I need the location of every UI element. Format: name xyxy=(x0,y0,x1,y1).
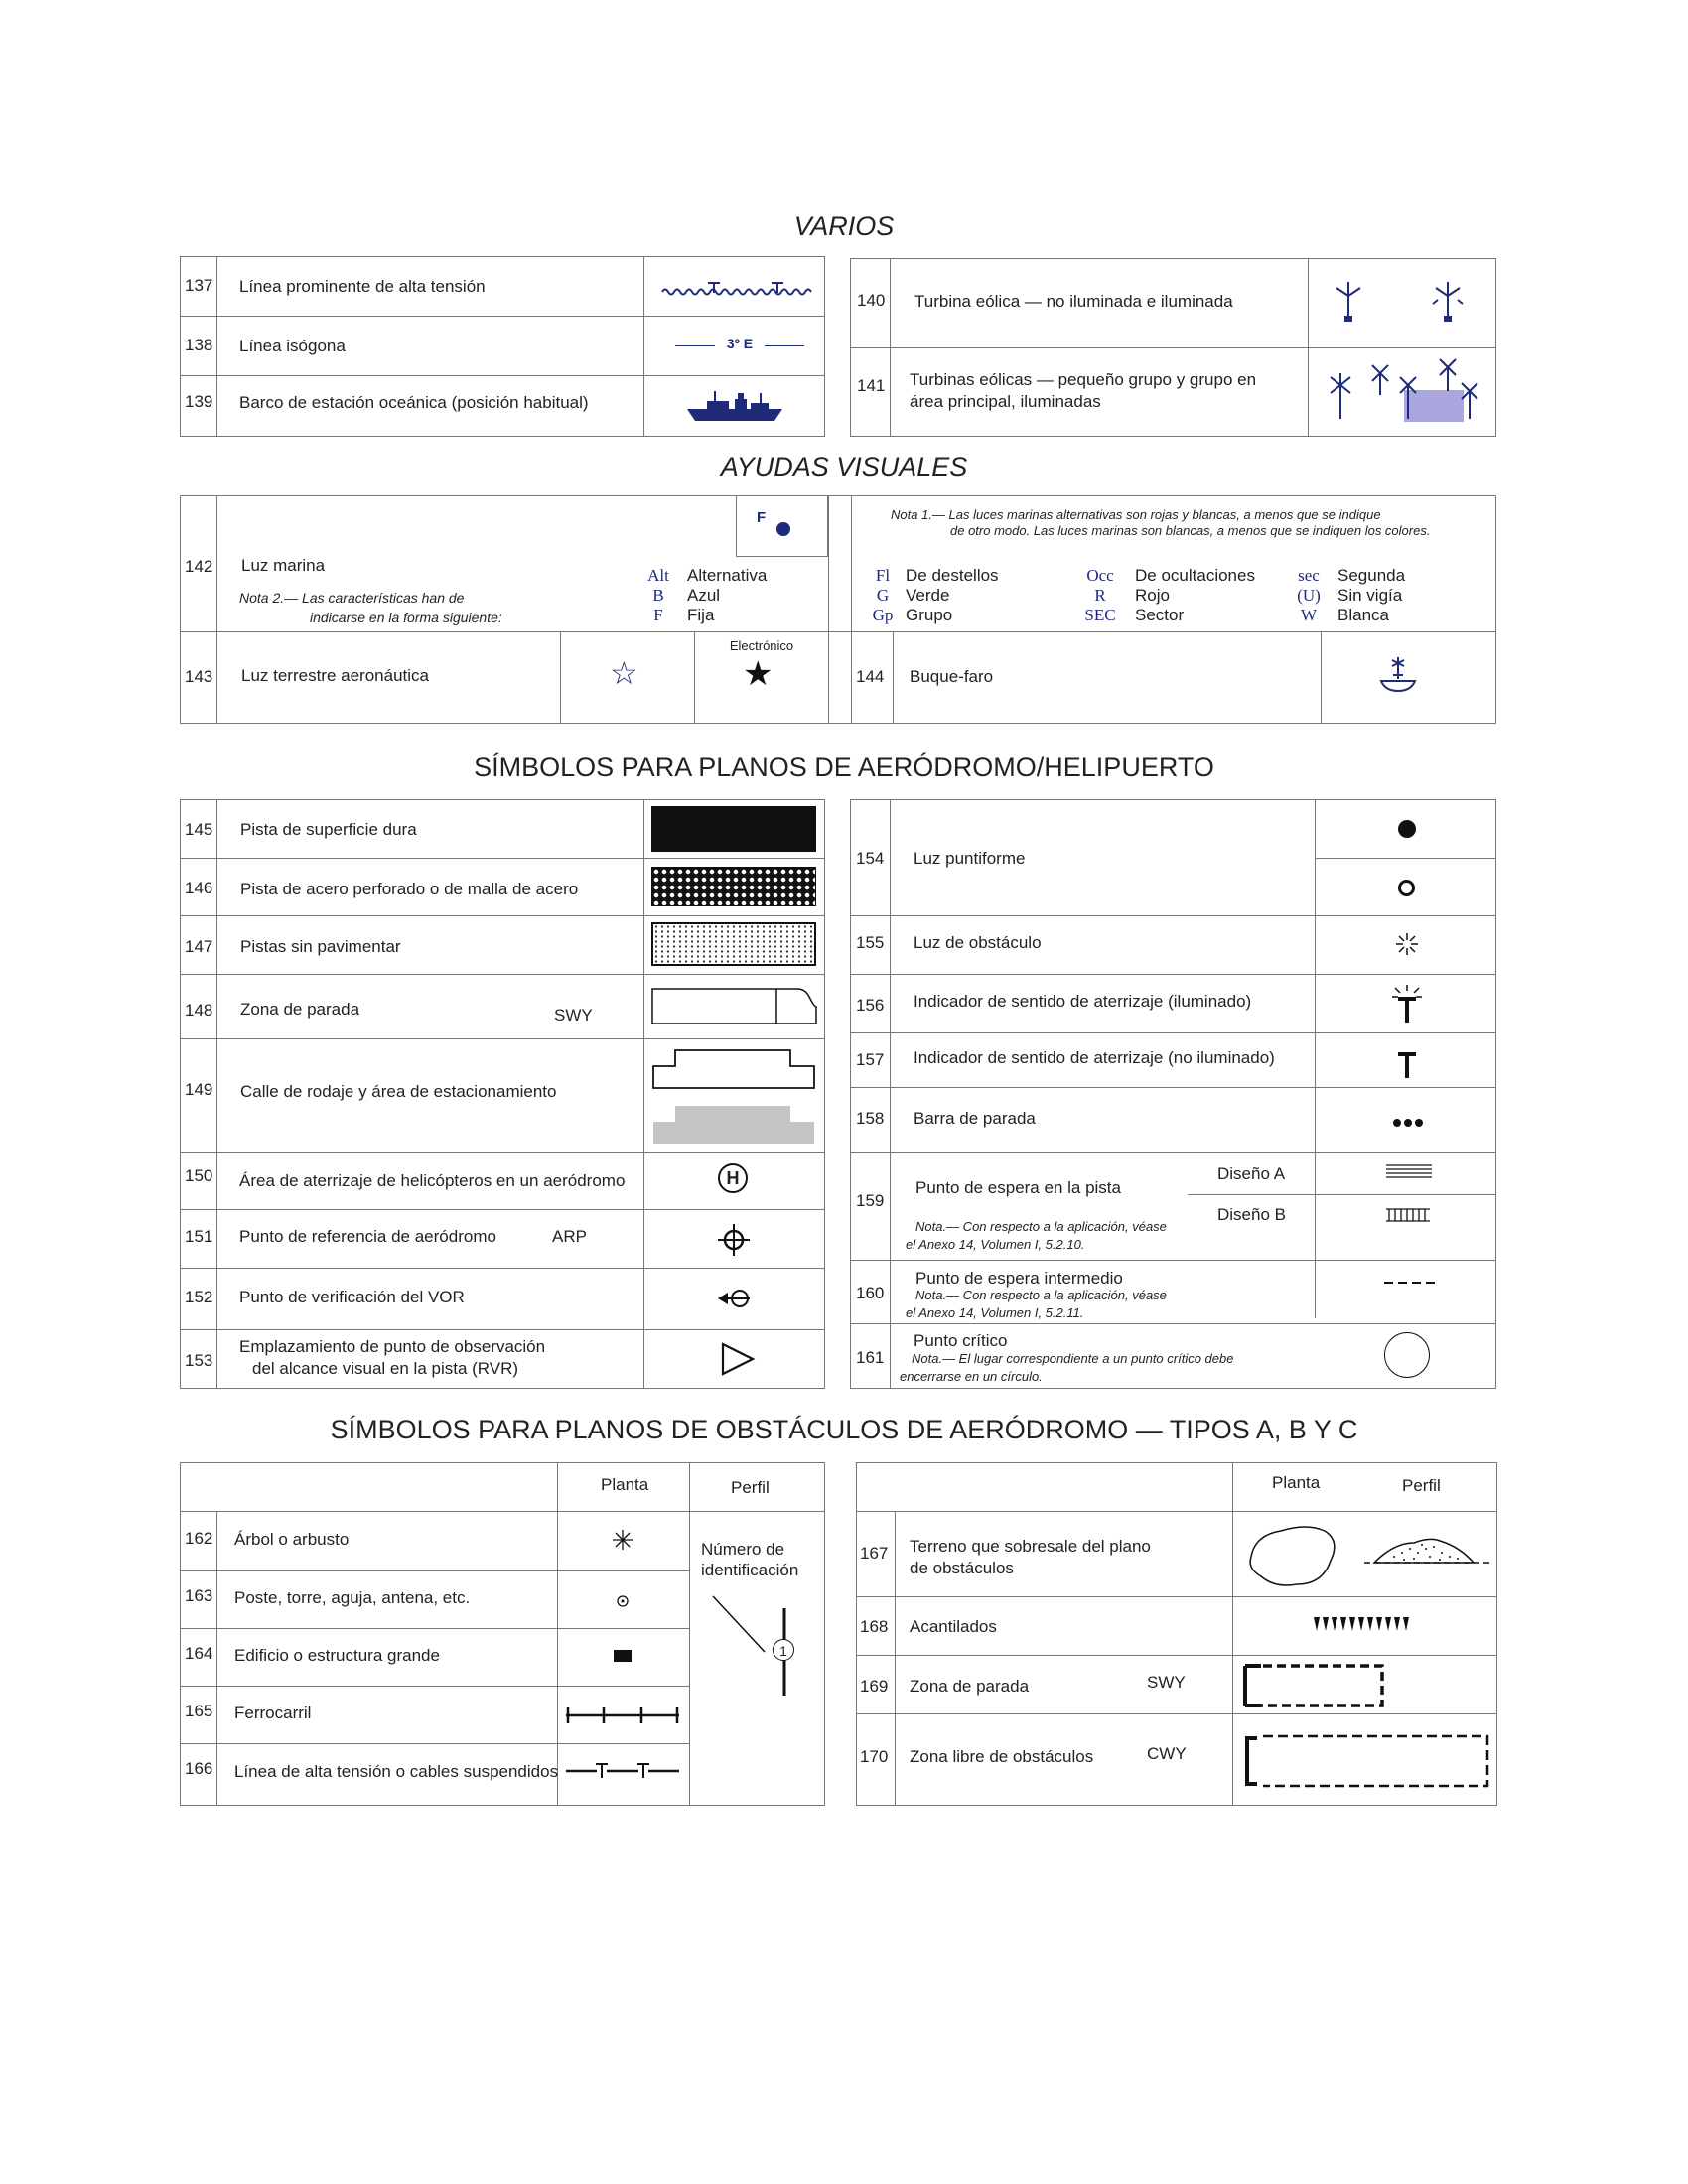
abbreviation: SWY xyxy=(1147,1673,1186,1692)
star-solid-icon: ★ xyxy=(743,655,774,693)
row-label: Acantilados xyxy=(910,1617,997,1636)
row-number: 144 xyxy=(856,667,885,686)
row-number: 150 xyxy=(185,1166,213,1185)
row-number: 162 xyxy=(185,1529,213,1548)
ship-icon xyxy=(685,389,784,423)
lightship-icon xyxy=(1378,655,1418,695)
column-header-perfil: Perfil xyxy=(1402,1476,1441,1495)
clearway-icon xyxy=(1241,1728,1491,1790)
row-label: Turbinas eólicas — pequeño grupo y grupo en xyxy=(910,370,1257,389)
row-number: 170 xyxy=(860,1747,889,1766)
steel-mesh-runway-icon xyxy=(651,867,816,906)
pole-icon xyxy=(616,1594,630,1608)
landing-direction-lit-icon xyxy=(1390,983,1424,1026)
abbreviation-list: Alt B F xyxy=(647,566,669,624)
row-number: 139 xyxy=(185,392,213,411)
row-number: 163 xyxy=(185,1586,213,1605)
abbreviation: SWY xyxy=(554,1006,593,1024)
hard-runway-icon xyxy=(651,806,816,852)
taxiway-apron-icon xyxy=(651,1044,818,1148)
row-label: Emplazamiento de punto de observación xyxy=(239,1337,546,1356)
arp-icon xyxy=(717,1223,751,1257)
abbreviation-list: sec (U) W xyxy=(1297,566,1321,624)
row-label: del alcance visual en la pista (RVR) xyxy=(252,1359,519,1378)
row-label: Ferrocarril xyxy=(234,1704,312,1722)
section-title-ayudas: AYUDAS VISUALES xyxy=(720,452,968,481)
identification-label: Número de xyxy=(701,1540,785,1559)
row-label: Área de aterrizaje de helicópteros en un aeródromo xyxy=(239,1171,626,1190)
note-1-line-2: de otro modo. Las luces marinas son blancas, a menos que se indiquen los colores. xyxy=(950,523,1431,538)
cliffs-icon xyxy=(1313,1616,1412,1634)
row-number: 154 xyxy=(856,849,885,868)
column-header-planta: Planta xyxy=(1272,1473,1321,1492)
building-icon xyxy=(614,1650,632,1662)
row-label: Zona de parada xyxy=(240,1000,360,1019)
row-number: 143 xyxy=(185,667,213,686)
row-label: Barra de parada xyxy=(914,1109,1036,1128)
note-2-line-1: Nota 2.— Las características han de xyxy=(239,590,465,606)
row-label: Calle de rodaje y área de estacionamiento xyxy=(240,1082,557,1101)
abbreviation-meaning: De destellos Verde Grupo xyxy=(906,566,999,624)
column-header-planta: Planta xyxy=(601,1475,649,1494)
row-label: Luz marina xyxy=(241,556,326,575)
row-number: 146 xyxy=(185,879,213,897)
row-note: el Anexo 14, Volumen I, 5.2.11. xyxy=(906,1305,1084,1320)
design-a-label: Diseño A xyxy=(1217,1164,1286,1183)
row-label: Punto de verificación del VOR xyxy=(239,1288,465,1306)
row-label: Edificio o estructura grande xyxy=(234,1646,440,1665)
electronic-label: Electrónico xyxy=(729,638,794,653)
row-label: Barco de estación oceánica (posición habitual) xyxy=(239,393,589,412)
row-number: 142 xyxy=(185,557,213,576)
heliport-icon: H xyxy=(718,1163,748,1193)
row-label: Pista de acero perforado o de malla de acero xyxy=(240,880,579,898)
abbreviation: ARP xyxy=(552,1227,587,1246)
row-number: 147 xyxy=(185,937,213,956)
row-label: Punto crítico xyxy=(914,1331,1008,1350)
point-light-outline-icon xyxy=(1398,880,1415,896)
power-line-icon xyxy=(660,278,819,300)
intermediate-holding-icon xyxy=(1384,1281,1436,1285)
row-number: 161 xyxy=(856,1348,885,1367)
power-cable-icon xyxy=(564,1761,681,1779)
row-number: 137 xyxy=(185,276,213,295)
abbreviation-list: Occ R SEC xyxy=(1084,566,1116,624)
row-label: Indicador de sentido de aterrizaje (no iluminado) xyxy=(914,1048,1275,1067)
holding-point-design-b-icon xyxy=(1386,1207,1430,1223)
row-label: Punto de espera en la pista xyxy=(915,1178,1121,1197)
row-label: Pista de superficie dura xyxy=(240,820,417,839)
terrain-icon xyxy=(1245,1519,1493,1592)
critical-point-circle-icon xyxy=(1384,1332,1430,1378)
row-label: Luz puntiforme xyxy=(914,849,1026,868)
row-number: 164 xyxy=(185,1644,213,1663)
marine-light-dot-icon xyxy=(776,522,790,536)
landing-direction-icon xyxy=(1398,1052,1416,1078)
row-number: 138 xyxy=(185,336,213,354)
railway-icon xyxy=(564,1706,681,1724)
row-label: Línea isógona xyxy=(239,337,346,355)
abbreviation-meaning: Segunda Sin vigía Blanca xyxy=(1337,566,1406,624)
row-label: Terreno que sobresale del plano xyxy=(910,1537,1151,1556)
marine-light-label: F xyxy=(757,509,767,526)
row-number: 140 xyxy=(857,291,886,310)
row-note: Nota.— El lugar correspondiente a un punto crítico debe xyxy=(912,1351,1234,1366)
row-label: Punto de referencia de aeródromo xyxy=(239,1227,496,1246)
row-number: 158 xyxy=(856,1109,885,1128)
row-number: 166 xyxy=(185,1759,213,1778)
row-number: 167 xyxy=(860,1544,889,1563)
row-number: 156 xyxy=(856,996,885,1015)
row-label: Pistas sin pavimentar xyxy=(240,937,401,956)
row-number: 151 xyxy=(185,1227,213,1246)
row-label: Árbol o arbusto xyxy=(234,1530,350,1549)
row-note: Nota.— Con respecto a la aplicación, véase xyxy=(915,1288,1167,1302)
row-number: 148 xyxy=(185,1001,213,1020)
stop-bar-icon xyxy=(1393,1118,1423,1128)
column-header-perfil: Perfil xyxy=(731,1478,770,1497)
abbreviation-list: Fl G Gp xyxy=(872,566,894,624)
abbreviation-meaning: De ocultaciones Rojo Sector xyxy=(1135,566,1255,624)
obstacle-light-icon xyxy=(1394,931,1420,957)
note-1-line-1: Nota 1.— Las luces marinas alternativas son rojas y blancas, a menos que se indique xyxy=(891,507,1381,522)
row-label: de obstáculos xyxy=(910,1559,1014,1577)
row-note: Nota.— Con respecto a la aplicación, véase xyxy=(915,1219,1167,1234)
row-label: Zona libre de obstáculos xyxy=(910,1747,1094,1766)
row-number: 141 xyxy=(857,376,886,395)
stopway-plan-icon xyxy=(1241,1664,1388,1707)
design-b-label: Diseño B xyxy=(1217,1205,1286,1224)
row-label: Turbina eólica — no iluminada e iluminada xyxy=(914,292,1233,311)
star-outline-icon: ☆ xyxy=(610,655,638,691)
identification-number-circle: 1 xyxy=(773,1639,794,1661)
row-label: Línea de alta tensión o cables suspendidos xyxy=(234,1762,559,1781)
row-label: Poste, torre, aguja, antena, etc. xyxy=(234,1588,471,1607)
unpaved-runway-icon xyxy=(651,922,816,966)
point-light-solid-icon xyxy=(1398,820,1416,838)
row-number: 155 xyxy=(856,933,885,952)
row-label: área principal, iluminadas xyxy=(910,392,1101,411)
holding-point-design-a-icon xyxy=(1386,1163,1432,1179)
section-title-varios: VARIOS xyxy=(793,211,895,241)
isogonic-value: 3º E xyxy=(726,336,754,351)
identification-number-icon xyxy=(703,1588,812,1698)
row-label: Buque-faro xyxy=(910,667,994,686)
vor-checkpoint-icon xyxy=(717,1288,753,1309)
row-label: Punto de espera intermedio xyxy=(915,1269,1123,1288)
row-label: Zona de parada xyxy=(910,1677,1030,1696)
stopway-icon xyxy=(651,988,818,1025)
row-label: Luz terrestre aeronáutica xyxy=(241,666,429,685)
row-number: 165 xyxy=(185,1702,213,1720)
rvr-triangle-icon xyxy=(721,1342,757,1376)
row-number: 152 xyxy=(185,1288,213,1306)
row-number: 145 xyxy=(185,820,213,839)
note-2-line-2: indicarse en la forma siguiente: xyxy=(310,610,502,625)
row-number: 157 xyxy=(856,1050,885,1069)
row-label: Luz de obstáculo xyxy=(914,933,1042,952)
identification-label: identificación xyxy=(701,1561,799,1579)
tree-icon xyxy=(612,1529,633,1551)
row-note: el Anexo 14, Volumen I, 5.2.10. xyxy=(906,1237,1085,1252)
abbreviation-meaning: Alternativa Azul Fija xyxy=(687,566,768,624)
row-label: Línea prominente de alta tensión xyxy=(239,277,486,296)
row-label: Indicador de sentido de aterrizaje (iluminado) xyxy=(914,992,1252,1011)
row-number: 160 xyxy=(856,1284,885,1302)
row-number: 169 xyxy=(860,1677,889,1696)
row-note: encerrarse en un círculo. xyxy=(900,1369,1043,1384)
isogonic-line-icon xyxy=(675,336,804,355)
row-number: 149 xyxy=(185,1080,213,1099)
wind-turbine-icon xyxy=(1331,278,1479,326)
section-title-aerodromo: SÍMBOLOS PARA PLANOS DE AERÓDROMO/HELIPUERTO xyxy=(474,752,1214,782)
section-title-obstaculos: SÍMBOLOS PARA PLANOS DE OBSTÁCULOS DE AERÓDROMO — TIPOS A, B Y C xyxy=(330,1415,1358,1444)
abbreviation: CWY xyxy=(1147,1744,1187,1763)
row-number: 153 xyxy=(185,1351,213,1370)
row-number: 168 xyxy=(860,1617,889,1636)
wind-turbine-group-icon xyxy=(1321,355,1489,431)
row-number: 159 xyxy=(856,1191,885,1210)
